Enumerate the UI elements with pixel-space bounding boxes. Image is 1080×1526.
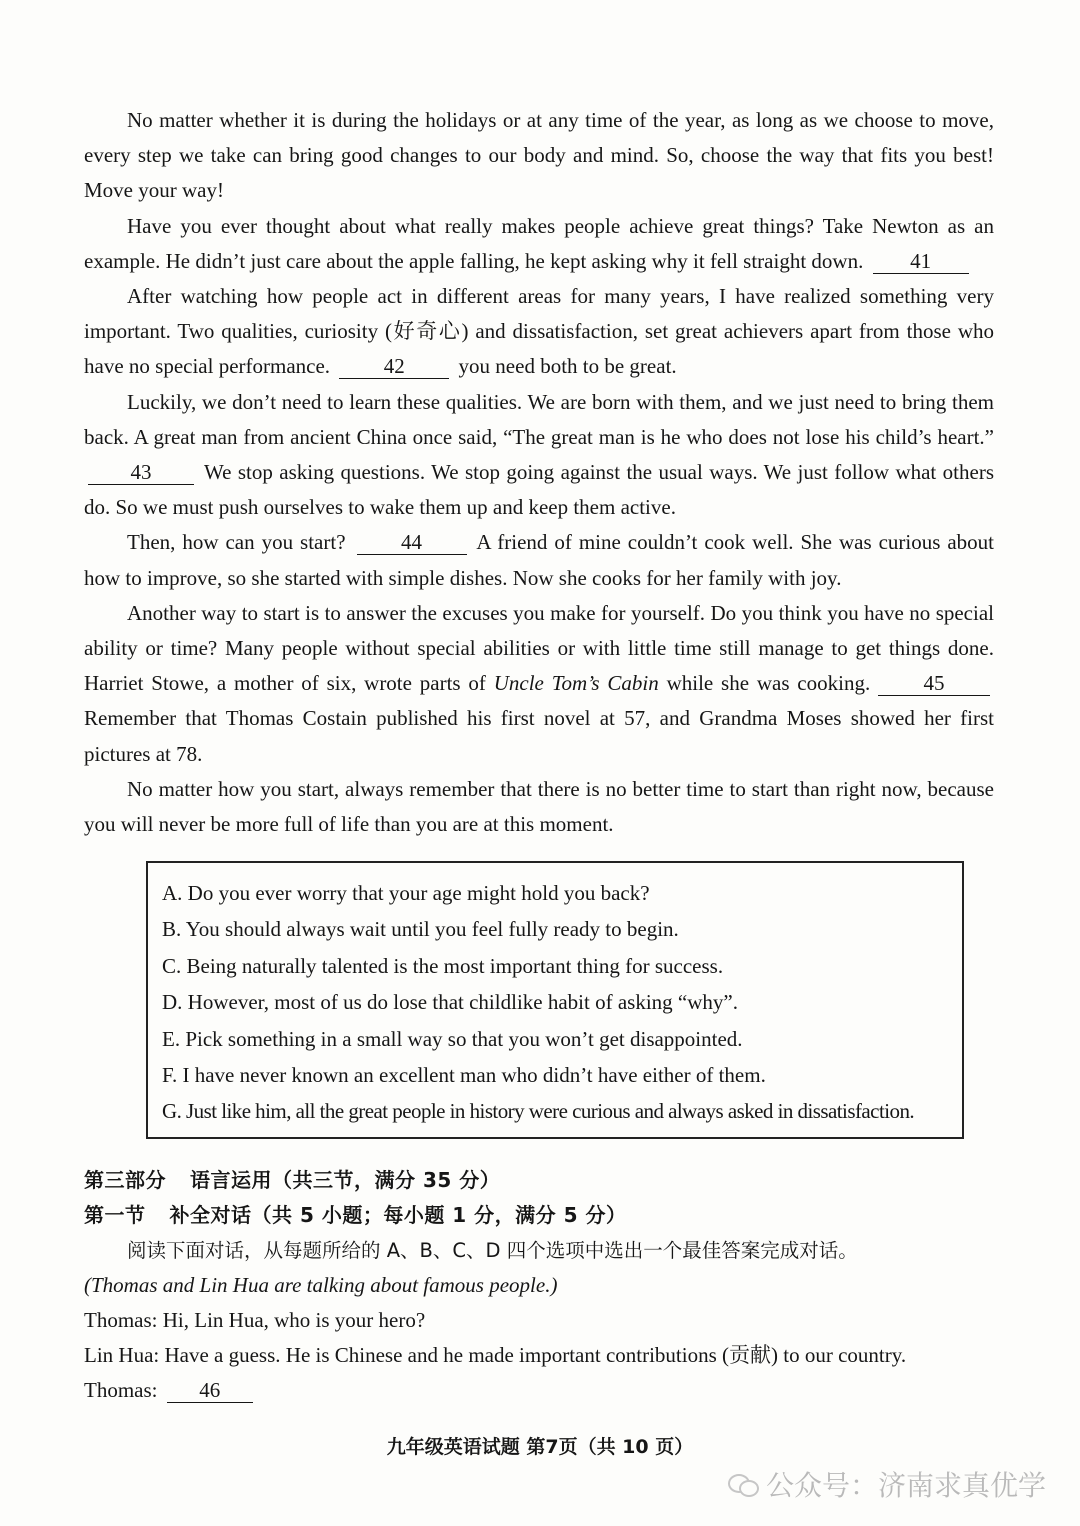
paragraph-4-tail: We stop asking questions. We stop going against the usual ways. We just follow what others do. So we must push ourselves to wake them up and keep them active. — [84, 460, 994, 520]
page-footer: 九年级英语试题 第7页（共 10 页） — [386, 1436, 694, 1458]
dialogue-line-2: Lin Hua: Have a guess. He is Chinese and he made important contributions (贡献) to our country. — [84, 1343, 907, 1367]
paragraph-3-tail: you need both to be great. — [458, 354, 677, 379]
option-b: B. You should always wait until you feel fully ready to begin. — [162, 917, 679, 942]
section-three — [84, 1163, 994, 1408]
scene-note: (Thomas and Lin Hua are talking about famous people.) — [84, 1273, 558, 1297]
paragraph-3-text: After watching how people act in different areas for many years, I have realized something very important. Two qualities, curiosity (好奇心) and dissatisfaction, set great achievers apart from those who have no special performance. — [84, 284, 994, 379]
paragraph-4 — [84, 385, 994, 526]
speaker: Thomas: — [84, 1378, 158, 1402]
book-title: Uncle Tom’s Cabin — [493, 671, 659, 696]
paragraph-6-head: Another way to start is to answer the excuses you make for yourself. Do you think you have no special ability or time? Many people without special abilities or with little time still manage to get things done. Harriet Stowe, a mother of six, wrote parts of — [84, 600, 994, 696]
option-f: F. I have never known an excellent man who didn’t have either of them. — [162, 1062, 766, 1087]
option-g: G. Just like him, all the great people in history were curious and always asked in dissatisfaction. — [162, 1099, 915, 1124]
paragraph-4-text: Luckily, we don’t need to learn these qualities. We are born with them, and we just need to bring them back. A great man from ancient China once said, “The great man is he who does not lose his child’s heart.” — [84, 389, 994, 449]
paragraph-6 — [84, 596, 994, 772]
section-heading — [84, 1198, 994, 1233]
paragraph-5-tail: A friend of mine couldn’t cook well. She was curious about how to improve, so she started with simple dishes. Now she cooks for her family with joy. — [84, 530, 995, 590]
blank-44: 44 — [357, 530, 467, 555]
option-d: D. However, most of us do lose that childlike habit of asking “why”. — [162, 990, 738, 1015]
part-title: 语言运用（共三节，满分 35 分） — [190, 1168, 501, 1192]
wechat-icon — [728, 1472, 758, 1496]
paragraph-5-head: Then, how can you start? — [127, 530, 346, 555]
options-box — [146, 861, 964, 1139]
watermark-text: 公众号：济南求真优学 — [765, 1469, 1046, 1502]
option-a: A. Do you ever worry that your age might hold you back? — [162, 881, 650, 905]
part-heading — [84, 1163, 994, 1198]
option-e: E. Pick something in a small way so that you won’t get disappointed. — [162, 1026, 743, 1051]
dialogue-line-1: Thomas: Hi, Lin Hua, who is your hero? — [84, 1308, 426, 1332]
paragraph-2-text: Have you ever thought about what really makes people achieve great things? Take Newton as an example. He didn’t just care about the apple falling, he kept asking why it fell straight down. — [84, 213, 994, 273]
paragraph-2 — [84, 209, 994, 279]
part-label: 第三部分 — [84, 1168, 166, 1192]
paragraph-1: No matter whether it is during the holidays or at any time of the year, as long as we choose to move, every step we take can bring good changes to our body and mind. So, choose the way that fits you best! Move your way! — [84, 108, 994, 203]
option-c: C. Being naturally talented is the most important thing for success. — [162, 953, 724, 978]
blank-46: 46 — [167, 1378, 253, 1403]
instruction: 阅读下面对话，从每题所给的 A、B、C、D 四个选项中选出一个最佳答案完成对话。 — [127, 1239, 858, 1262]
dialogue-line-3 — [84, 1373, 994, 1408]
watermark — [728, 1464, 1046, 1504]
paragraph-3 — [84, 279, 994, 385]
blank-41: 41 — [873, 249, 969, 274]
paragraph-7: No matter how you start, always remember that there is no better time to start than right now, because you will never be more full of life than you are at this moment. — [84, 776, 994, 837]
blank-43: 43 — [88, 460, 194, 485]
paragraph-6-tail: Remember that Thomas Costain published his first novel at 57, and Grandma Moses showed her first pictures at 78. — [84, 706, 994, 766]
reading-passage — [84, 103, 994, 842]
section-label: 第一节 — [84, 1203, 146, 1227]
paragraph-5 — [84, 525, 994, 595]
paragraph-6-mid: while she was cooking. — [666, 671, 871, 696]
blank-42: 42 — [339, 354, 449, 379]
blank-45: 45 — [878, 671, 990, 696]
section-title: 补全对话（共 5 小题；每小题 1 分，满分 5 分） — [169, 1203, 627, 1227]
